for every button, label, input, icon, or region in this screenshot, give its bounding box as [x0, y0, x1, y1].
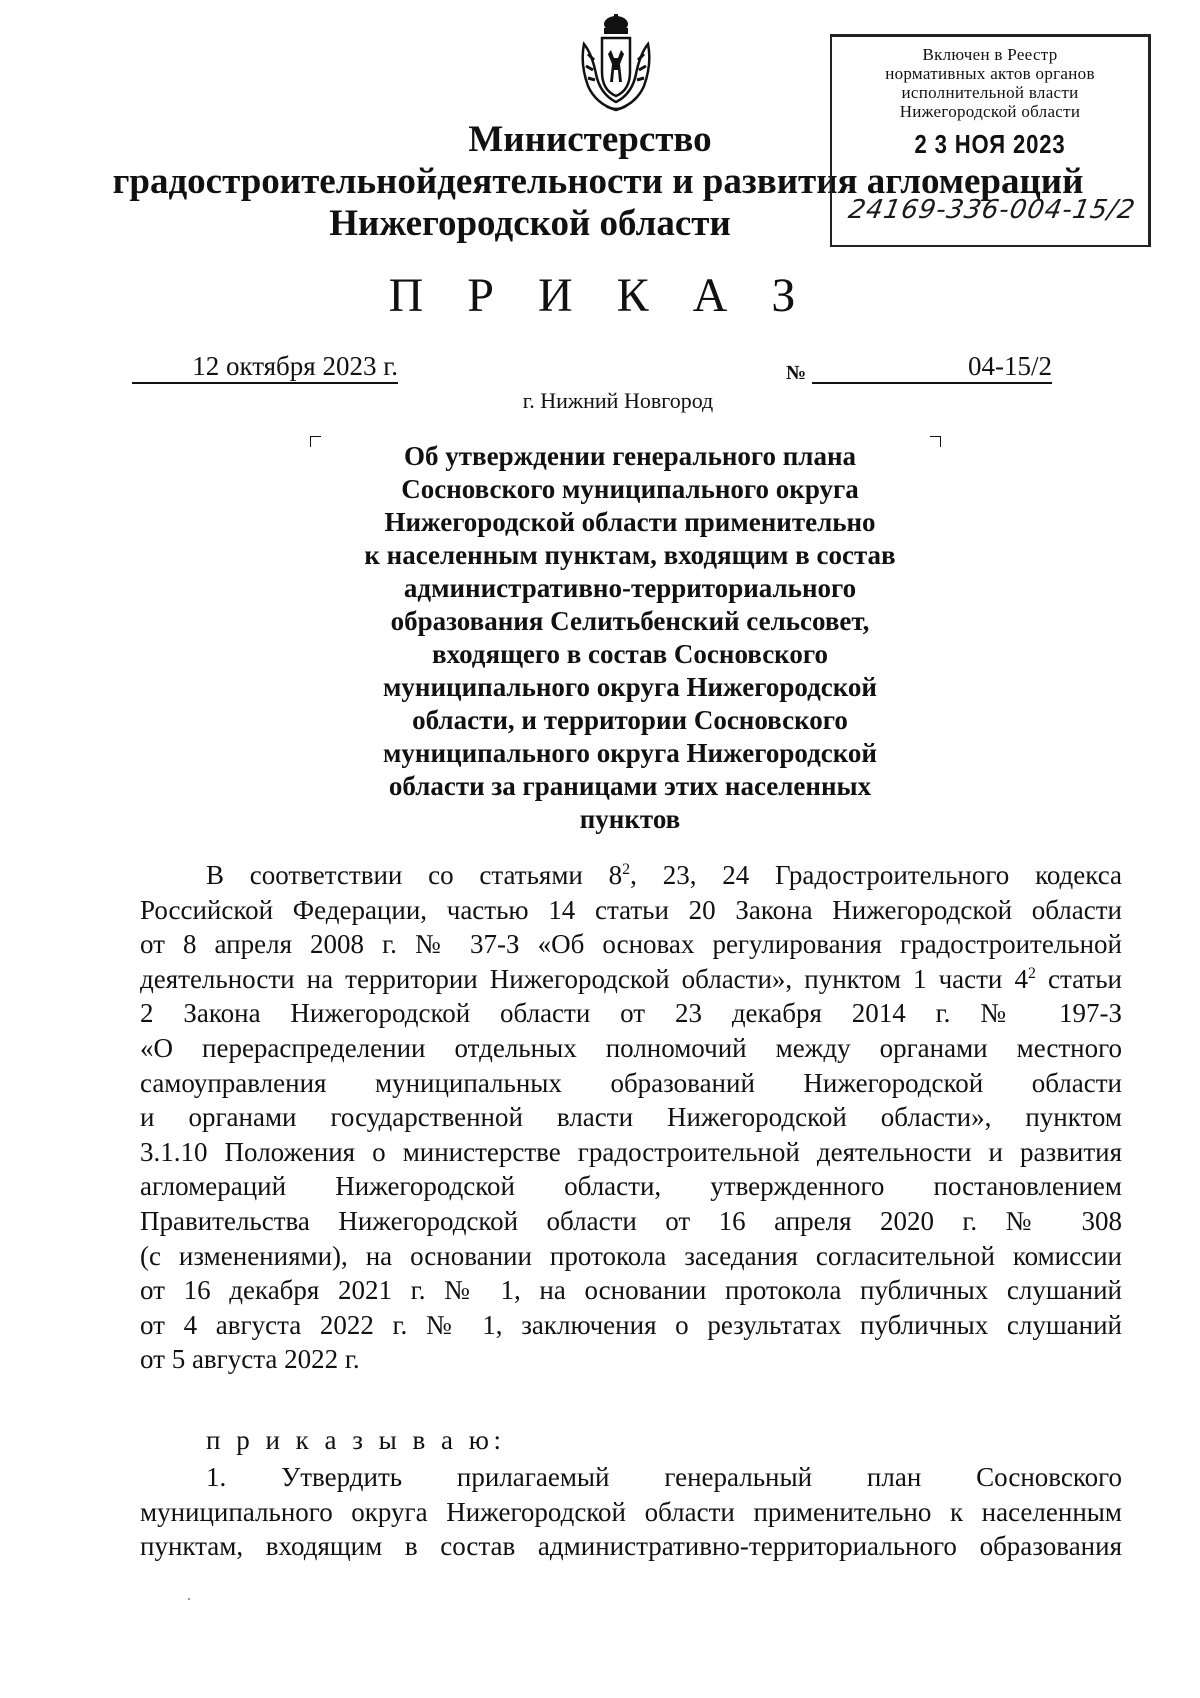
body-line: и органами государственной власти Нижегородской области», пунктом [140, 1102, 1122, 1133]
text-span: В соответствии со статьями 8 [206, 860, 623, 890]
orders-phrase: п р и к а з ы в а ю: [206, 1425, 506, 1455]
subject-line: административно-территориального [403, 573, 857, 603]
body-line: пунктам, входящим в состав административно-территориального образования [140, 1531, 1122, 1562]
body-line [140, 858, 1122, 893]
body-line: Правительства Нижегородской области от 16 апреля 2020 г. № 308 [140, 1205, 1122, 1236]
body-line: от 4 августа 2022 г. № 1, заключения о результатах публичных слушаний [140, 1309, 1122, 1340]
stamp-text [832, 45, 1148, 121]
subject-corner-left [310, 436, 321, 447]
stamp-line-1: Включен в Реестр [922, 45, 1058, 64]
subject-line: входящего в состав Сосновского [432, 639, 828, 669]
scan-dot [188, 1598, 190, 1600]
superscript: 2 [622, 861, 631, 878]
ministry-title-line-3: Нижегородской области [329, 203, 731, 244]
stamp-line-2: нормативных актов органов [885, 64, 1095, 83]
body-line: муниципального округа Нижегородской области применительно к населенным [140, 1496, 1122, 1527]
body-line: 1. Утвердить прилагаемый генеральный план Сосновского [206, 1462, 1122, 1492]
order-subject [330, 440, 930, 836]
preamble-paragraph [140, 858, 1122, 1377]
body-line: «О перераспределении отдельных полномочий между органами местного [140, 1032, 1122, 1063]
subject-line: муниципального округа Нижегородской [383, 738, 877, 768]
body-line: 3.1.10 Положения о министерстве градостроительной деятельности и развития [140, 1136, 1122, 1167]
subject-line: Нижегородской области применительно [384, 507, 876, 537]
text-span: , 23, 24 Градостроительного кодекса [630, 860, 1122, 890]
body-line: агломераций Нижегородской области, утвержденного постановлением [140, 1171, 1122, 1202]
ministry-title-line-1: Министерство [468, 119, 712, 160]
subject-line: пунктов [579, 804, 681, 834]
subject-line: образования Селитьбенский сельсовет, [390, 606, 870, 636]
superscript: 2 [1027, 964, 1036, 982]
subject-line: Сосновского муниципального округа [401, 474, 859, 504]
stamp-registration-number: 24169-336-004-15/2 [846, 195, 1138, 225]
body-line: (с изменениями), на основании протокола заседания согласительной комиссии [140, 1240, 1122, 1271]
body-line: от 8 апреля 2008 г. № 37-З «Об основах регулирования градостроительной [140, 929, 1122, 960]
registry-stamp [830, 34, 1151, 247]
body-line [140, 962, 1122, 997]
subject-line: области за границами этих населенных [388, 771, 872, 801]
subject-line: области, и территории Сосновского [412, 705, 848, 735]
body-line: самоуправления муниципальных образований Нижегородской области [140, 1067, 1122, 1098]
body-line: 2 Закона Нижегородской области от 23 декабря 2014 г. № 197-З [140, 998, 1122, 1029]
number-sign: № [786, 362, 807, 384]
order-date: 12 октября 2023 г. [132, 352, 398, 384]
body-line: от 5 августа 2022 г. [140, 1344, 360, 1375]
order-number: 04-15/2 [812, 352, 1052, 384]
city: г. Нижний Новгород [522, 388, 714, 413]
coat-of-arms-emblem [578, 14, 654, 114]
subject-corner-right [930, 436, 941, 447]
stamp-line-4: Нижегородской области [899, 102, 1081, 121]
text-span: статьи [1035, 963, 1122, 994]
text-span: деятельности на территории Нижегородской области», пунктом 1 части 4 [140, 963, 1028, 994]
subject-line: Об утверждении генерального плана [404, 441, 856, 471]
stamp-date: 2 3 НОЯ 2023 [914, 129, 1066, 159]
document-type-title: П Р И К А З [388, 269, 812, 322]
body-line: от 16 декабря 2021 г. № 1, на основании протокола публичных слушаний [140, 1275, 1122, 1306]
stamp-line-3: исполнительной власти [901, 83, 1079, 102]
subject-line: к населенным пунктам, входящим в состав [364, 540, 896, 570]
ministry-title-line-2: градостроительнойдеятельности и развития агломераций [112, 161, 1084, 202]
body-line: Российской Федерации, частью 14 статьи 20 Закона Нижегородской области [140, 894, 1122, 925]
order-item-1 [140, 1460, 1122, 1564]
subject-line: муниципального округа Нижегородской [383, 672, 877, 702]
